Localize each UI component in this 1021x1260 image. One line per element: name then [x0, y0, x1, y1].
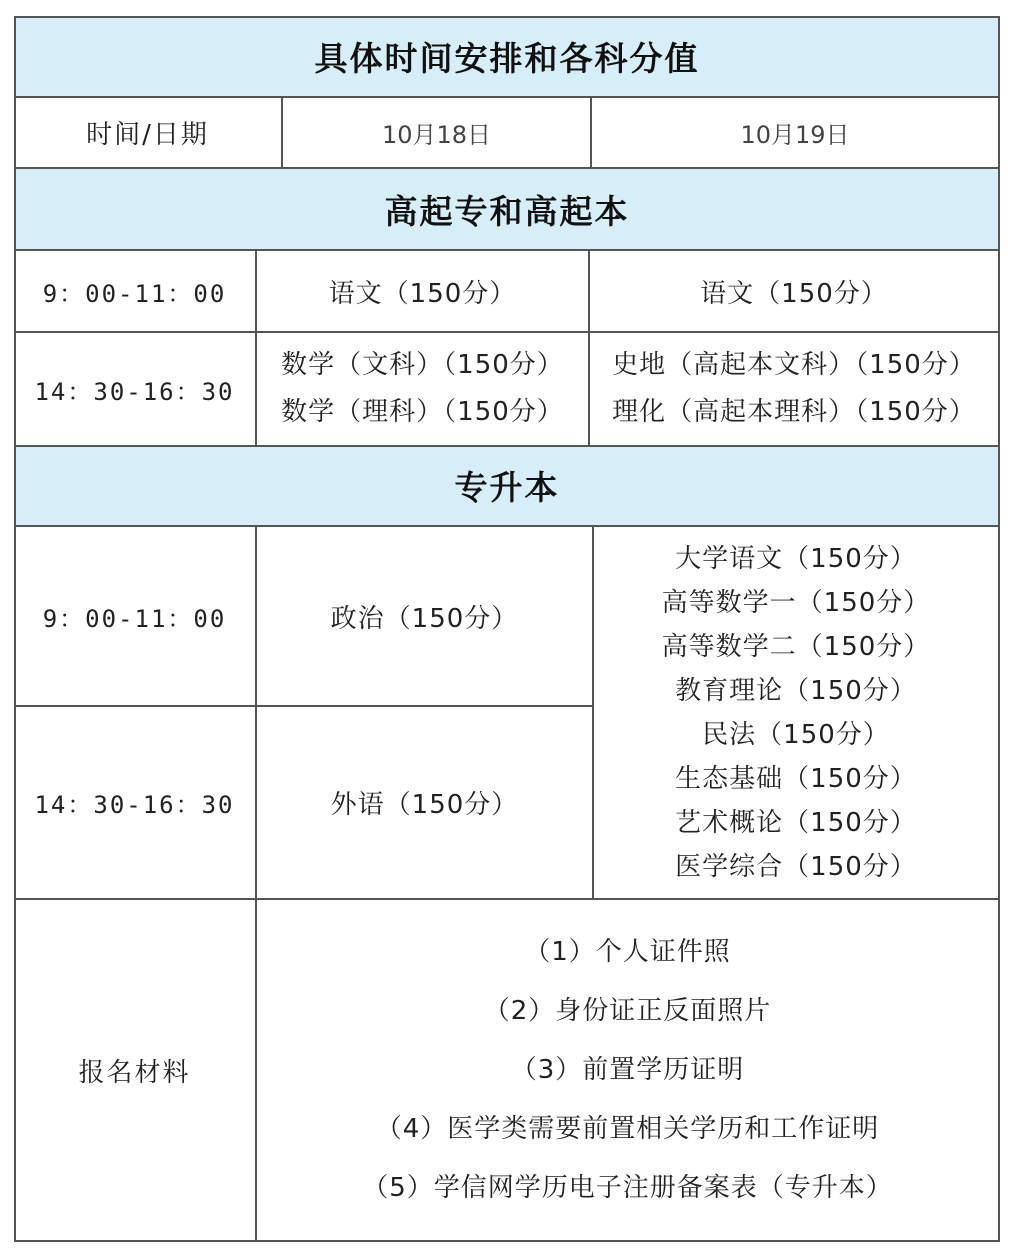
s2-time-afternoon: 14：30-16：30: [34, 791, 235, 819]
subject-ecology-basics: 生态基础（150分）: [675, 763, 917, 794]
s2-time-morning: 9：00-11：00: [42, 604, 227, 633]
materials-list: [257, 900, 998, 1240]
material-id-photo: （1）个人证件照: [524, 936, 731, 967]
subject-education-theory: 教育理论（150分）: [675, 675, 917, 706]
subject-art-intro: 艺术概论（150分）: [675, 807, 917, 838]
section-title-gaoqi: 高起专和高起本: [384, 191, 630, 231]
s1-morning-day2-subject: 语文（150分）: [700, 278, 888, 309]
s1-time-morning: 9：00-11：00: [42, 279, 227, 308]
subject-advanced-math-1: 高等数学一（150分）: [661, 587, 931, 618]
subject-history-geo: 史地（高起本文科）（150分）: [612, 350, 976, 380]
s1-morning-day1-subject: 语文（150分）: [328, 278, 517, 309]
subject-college-chinese: 大学语文（150分）: [675, 543, 917, 574]
material-medical-proof: （4）医学类需要前置相关学历和工作证明: [375, 1113, 880, 1144]
s1-time-afternoon: 14：30-16：30: [34, 377, 235, 406]
s2-morning-day1-subject: 政治（150分）: [330, 603, 519, 634]
material-chsi-record: （5）学信网学历电子注册备案表（专升本）: [362, 1172, 893, 1203]
subject-math-arts: 数学（文科）（150分）: [281, 350, 564, 380]
table-title: 具体时间安排和各科分值: [314, 38, 700, 78]
date-oct-18: 10月18日: [381, 121, 492, 149]
s2-day2-subject-list: [594, 527, 998, 898]
s1-afternoon-day2-subjects: [590, 333, 998, 445]
subject-advanced-math-2: 高等数学二（150分）: [661, 631, 931, 662]
subject-math-science: 数学（理科）（150分）: [281, 397, 564, 427]
s2-afternoon-day1-subject: 外语（150分）: [330, 790, 519, 820]
subject-medicine: 医学综合（150分）: [675, 851, 917, 882]
subject-civil-law: 民法（150分）: [702, 719, 890, 750]
material-id-card: （2）身份证正反面照片: [483, 995, 772, 1026]
section-title-zhuanshengben: 专升本: [454, 467, 560, 507]
materials-label: 报名材料: [78, 1057, 191, 1088]
border-bottom: [14, 1240, 1000, 1242]
time-date-label: 时间/日期: [86, 120, 209, 150]
date-oct-19: 10月19日: [740, 121, 850, 149]
s1-afternoon-day1-subjects: [257, 333, 588, 445]
schedule-table: [14, 16, 1000, 1242]
material-prior-degree: （3）前置学历证明: [510, 1054, 745, 1085]
subject-physics-chem: 理化（高起本理科）（150分）: [612, 397, 976, 427]
